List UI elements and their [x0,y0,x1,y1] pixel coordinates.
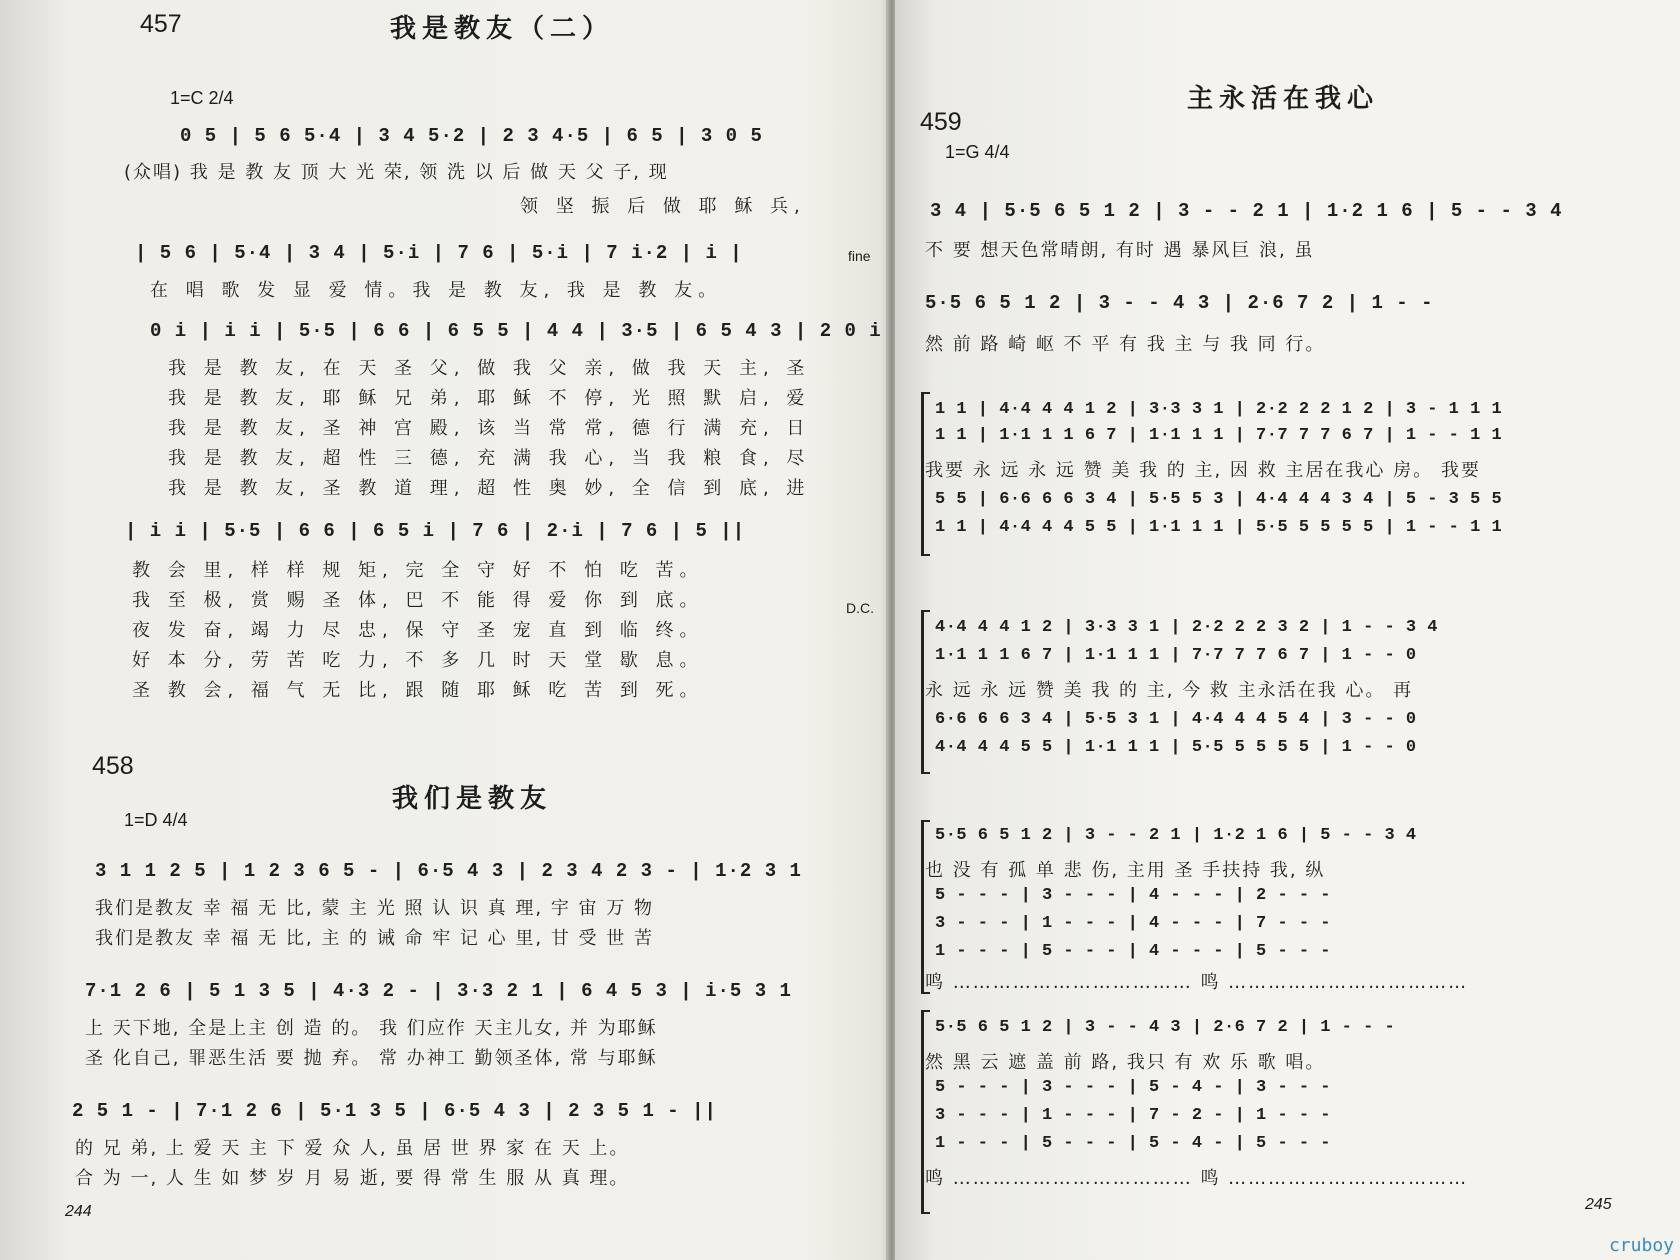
hymn-number: 459 [920,108,962,136]
lyric-line: 然 黑 云 遮 盖 前 路, 我只 有 欢 乐 歌 唱。 [925,1052,1326,1073]
lyric-line: 我 是 教 友, 耶 稣 兄 弟, 耶 稣 不 停, 光 照 默 启, 爱 [168,388,811,409]
harmony-line: 4·4 4 4 5 5 | 1·1 1 1 | 5·5 5 5 5 5 | 1 - - 0 [935,738,1417,757]
notation-line: 7·1 2 6 | 5 1 3 5 | 4·3 2 - | 3·3 2 1 | 6 4 5 3 | i·5 3 1 [85,980,792,1002]
lyric-line: 我 是 教 友, 在 天 圣 父, 做 我 父 亲, 做 我 天 主, 圣 [168,358,811,379]
lyric-line: 我 是 教 友, 圣 教 道 理, 超 性 奥 妙, 全 信 到 底, 进 [168,478,811,499]
lyric-line: 好 本 分, 劳 苦 吃 力, 不 多 几 时 天 堂 歇 息。 [132,650,704,671]
harmony-line: 1 1 | 1·1 1 1 6 7 | 1·1 1 1 | 7·7 7 7 6 7 | 1 - - 1 1 [935,426,1503,445]
harmony-line: 3 - - - | 1 - - - | 7 - 2 - | 1 - - - [935,1106,1331,1125]
notation-line: 3 1 1 2 5 | 1 2 3 6 5 - | 6·5 4 3 | 2 3 4 2 3 - | 1·2 3 1 [95,860,802,882]
lyric-line: 然 前 路 崎 岖 不 平 有 我 主 与 我 同 行。 [925,334,1326,355]
lyric-line: 我要 永 远 永 远 赞 美 我 的 主, 因 救 主居在我心 房。 我要 [925,460,1481,481]
harmony-line: 1 - - - | 5 - - - | 4 - - - | 5 - - - [935,942,1331,961]
notation-line: 5·5 6 5 1 2 | 3 - - 4 3 | 2·6 7 2 | 1 - - - [935,1018,1396,1037]
notation-line: | 5 6 | 5·4 | 3 4 | 5·i | 7 6 | 5·i | 7 i·2 | i | [135,242,743,264]
notation-line: 5·5 6 5 1 2 | 3 - - 4 3 | 2·6 7 2 | 1 - - [925,292,1434,314]
harmony-line: 5 5 | 6·6 6 6 3 4 | 5·5 5 3 | 4·4 4 4 3 4 | 5 - 3 5 5 [935,490,1503,509]
lyric-line: (众唱) 我 是 教 友 顶 大 光 荣, 领 洗 以 后 做 天 父 子, 现 [124,162,669,183]
hymn-number: 457 [140,10,182,38]
lyric-line: 上 天下地, 全是上主 创 造 的。 我 们应作 天主儿女, 并 为耶稣 [85,1018,658,1039]
harmony-line: 1·1 1 1 6 7 | 1·1 1 1 | 7·7 7 7 6 7 | 1 - - 0 [935,646,1417,665]
right-page [895,0,1680,1260]
hum-line: 鸣 ……………………………… 鸣 ……………………………… [925,1168,1469,1189]
key-signature: 1=C 2/4 [170,88,234,108]
lyric-line: 我 是 教 友, 超 性 三 德, 充 满 我 心, 当 我 粮 食, 尽 [168,448,811,469]
lyric-line: 的 兄 弟, 上 爱 天 主 下 爱 众 人, 虽 居 世 界 家 在 天 上。 [75,1138,630,1159]
fine-mark: fine [848,248,871,264]
notation-line: 2 5 1 - | 7·1 2 6 | 5·1 3 5 | 6·5 4 3 | 2 3 5 1 - || [72,1100,717,1122]
lyric-line: 我们是教友 幸 福 无 比, 蒙 主 光 照 认 识 真 理, 宇 宙 万 物 [95,898,654,919]
notation-line: 3 4 | 5·5 6 5 1 2 | 3 - - 2 1 | 1·2 1 6 | 5 - - 3 4 [930,200,1563,222]
notation-line: 5·5 6 5 1 2 | 3 - - 2 1 | 1·2 1 6 | 5 - - 3 4 [935,826,1417,845]
hum-line: 鸣 ……………………………… 鸣 ……………………………… [925,972,1469,993]
lyric-line: 也 没 有 孤 单 悲 伤, 主用 圣 手扶持 我, 纵 [925,860,1326,881]
lyric-line: 领 坚 振 后 做 耶 稣 兵, [520,196,806,217]
hymn-title: 我们是教友 [392,784,553,814]
lyric-line: 在 唱 歌 发 显 爱 情。我 是 教 友, 我 是 教 友。 [150,280,723,301]
page-number-right: 245 [1585,1196,1612,1213]
notation-line: 0 5 | 5 6 5·4 | 3 4 5·2 | 2 3 4·5 | 6 5 | 3 0 5 [180,125,763,147]
hymn-title: 主永活在我心 [1187,84,1380,114]
lyric-line: 永 远 永 远 赞 美 我 的 主, 今 救 主永活在我 心。 再 [925,680,1414,701]
lyric-line: 我 至 极, 赏 赐 圣 体, 巴 不 能 得 爱 你 到 底。 [132,590,704,611]
harmony-line: 3 - - - | 1 - - - | 4 - - - | 7 - - - [935,914,1331,933]
page-number-left: 244 [65,1203,92,1220]
lyric-line: 夜 发 奋, 竭 力 尽 忠, 保 守 圣 宠 直 到 临 终。 [132,620,704,641]
key-signature: 1=D 4/4 [124,810,188,830]
harmony-line: 1 1 | 4·4 4 4 5 5 | 1·1 1 1 | 5·5 5 5 5 5 | 1 - - 1 1 [935,518,1503,537]
harmony-line: 6·6 6 6 3 4 | 5·5 3 1 | 4·4 4 4 5 4 | 3 - - 0 [935,710,1417,729]
hymn-title: 我是教友（二） [390,14,615,44]
harmony-line: 5 - - - | 3 - - - | 4 - - - | 2 - - - [935,886,1331,905]
dc-mark: D.C. [846,600,874,616]
watermark: cruboy [1608,1235,1674,1256]
harmony-line: 5 - - - | 3 - - - | 5 - 4 - | 3 - - - [935,1078,1331,1097]
notation-line: 1 1 | 4·4 4 4 1 2 | 3·3 3 1 | 2·2 2 2 1 2 | 3 - 1 1 1 [935,400,1503,419]
harmony-line: 1 - - - | 5 - - - | 5 - 4 - | 5 - - - [935,1134,1331,1153]
notation-line: 4·4 4 4 1 2 | 3·3 3 1 | 2·2 2 2 3 2 | 1 - - 3 4 [935,618,1438,637]
lyric-line: 教 会 里, 样 样 规 矩, 完 全 守 好 不 怕 吃 苦。 [132,560,704,581]
lyric-line: 合 为 一, 人 生 如 梦 岁 月 易 逝, 要 得 常 生 服 从 真 理。 [75,1168,630,1189]
hymn-number: 458 [92,752,134,780]
lyric-line: 我们是教友 幸 福 无 比, 主 的 诫 命 牢 记 心 里, 甘 受 世 苦 [95,928,654,949]
key-signature: 1=G 4/4 [945,142,1010,162]
notation-line: 0 i | i i | 5·5 | 6 6 | 6 5 5 | 4 4 | 3·5 | 6 5 4 3 | 2 0 i [150,320,882,342]
lyric-line: 不 要 想天色常晴朗, 有时 遇 暴风巨 浪, 虽 [925,240,1315,261]
lyric-line: 圣 教 会, 福 气 无 比, 跟 随 耶 稣 吃 苦 到 死。 [132,680,704,701]
notation-line: | i i | 5·5 | 6 6 | 6 5 i | 7 6 | 2·i | 7 6 | 5 || [125,520,746,542]
lyric-line: 我 是 教 友, 圣 神 宫 殿, 该 当 常 常, 德 行 满 充, 日 [168,418,811,439]
lyric-line: 圣 化自己, 罪恶生活 要 抛 弃。 常 办神工 勤领圣体, 常 与耶稣 [85,1048,658,1069]
